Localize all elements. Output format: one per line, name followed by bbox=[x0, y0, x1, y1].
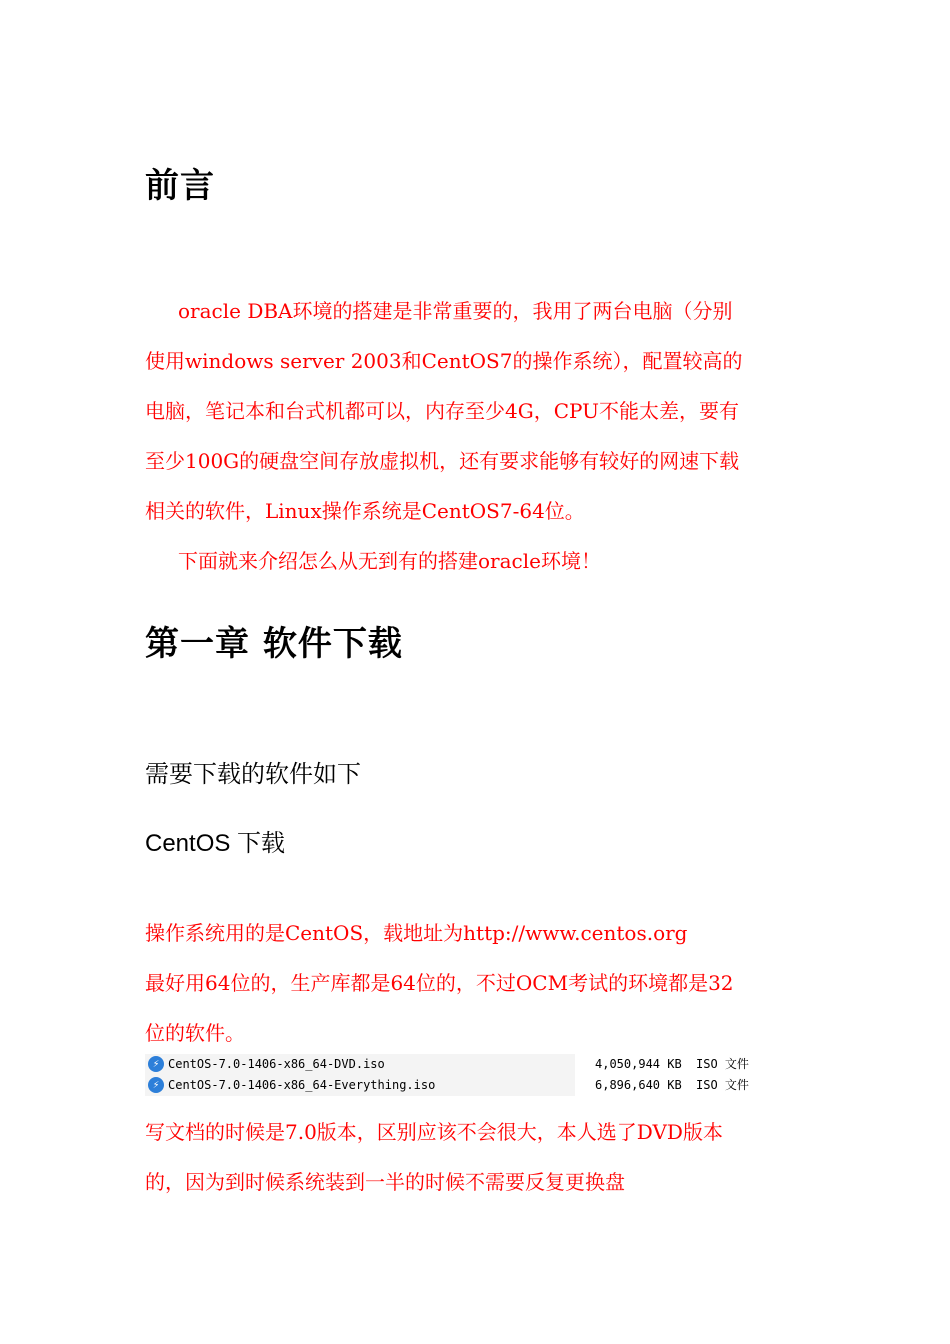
file-type: ISO 文件 bbox=[696, 1057, 749, 1071]
preface-paragraph bbox=[145, 286, 810, 586]
file-size: 6,896,640 KB bbox=[595, 1078, 682, 1092]
paragraph-line: 相关的软件，Linux操作系统是CentOS7-64位。 bbox=[145, 499, 585, 523]
paragraph-line: 的，因为到时候系统装到一半的时候不需要反复更换盘 bbox=[145, 1170, 625, 1194]
iso-file-icon: ⚡ bbox=[148, 1056, 164, 1072]
paragraph-line: oracle DBA环境的搭建是非常重要的，我用了两台电脑（分别 bbox=[178, 299, 733, 323]
file-list bbox=[145, 1053, 760, 1097]
paragraph-line: 位的软件。 bbox=[145, 1021, 245, 1045]
iso-file-icon: ⚡ bbox=[148, 1077, 164, 1093]
chapter-subtitle: 需要下载的软件如下 bbox=[145, 760, 361, 788]
paragraph-line: 至少100G的硬盘空间存放虚拟机，还有要求能够有较好的网速下载 bbox=[145, 449, 740, 473]
file-name: CentOS-7.0-1406-x86_64-Everything.iso bbox=[168, 1078, 436, 1092]
file-size: 4,050,944 KB bbox=[595, 1057, 682, 1071]
section-heading: CentOS 下载 bbox=[145, 830, 286, 857]
section-paragraph bbox=[145, 908, 810, 1058]
file-name: CentOS-7.0-1406-x86_64-DVD.iso bbox=[168, 1057, 385, 1071]
file-row bbox=[145, 1054, 760, 1075]
paragraph-line: 写文档的时候是7.0版本，区别应该不会很大，本人选了DVD版本 bbox=[145, 1120, 723, 1144]
paragraph-line: 最好用64位的，生产库都是64位的，不过OCM考试的环境都是32 bbox=[145, 971, 734, 995]
file-type: ISO 文件 bbox=[696, 1078, 749, 1092]
preface-heading: 前言 bbox=[145, 166, 215, 206]
paragraph-line: 电脑，笔记本和台式机都可以，内存至少4G，CPU不能太差，要有 bbox=[145, 399, 739, 423]
note-paragraph bbox=[145, 1107, 810, 1207]
intro-line: 下面就来介绍怎么从无到有的搭建oracle环境！ bbox=[178, 549, 601, 573]
paragraph-line: 操作系统用的是CentOS，载地址为http://www.centos.org bbox=[145, 921, 688, 945]
chapter-heading: 第一章 软件下载 bbox=[145, 624, 403, 664]
file-row bbox=[145, 1075, 760, 1096]
paragraph-line: 使用windows server 2003和CentOS7的操作系统），配置较高的 bbox=[145, 349, 743, 373]
